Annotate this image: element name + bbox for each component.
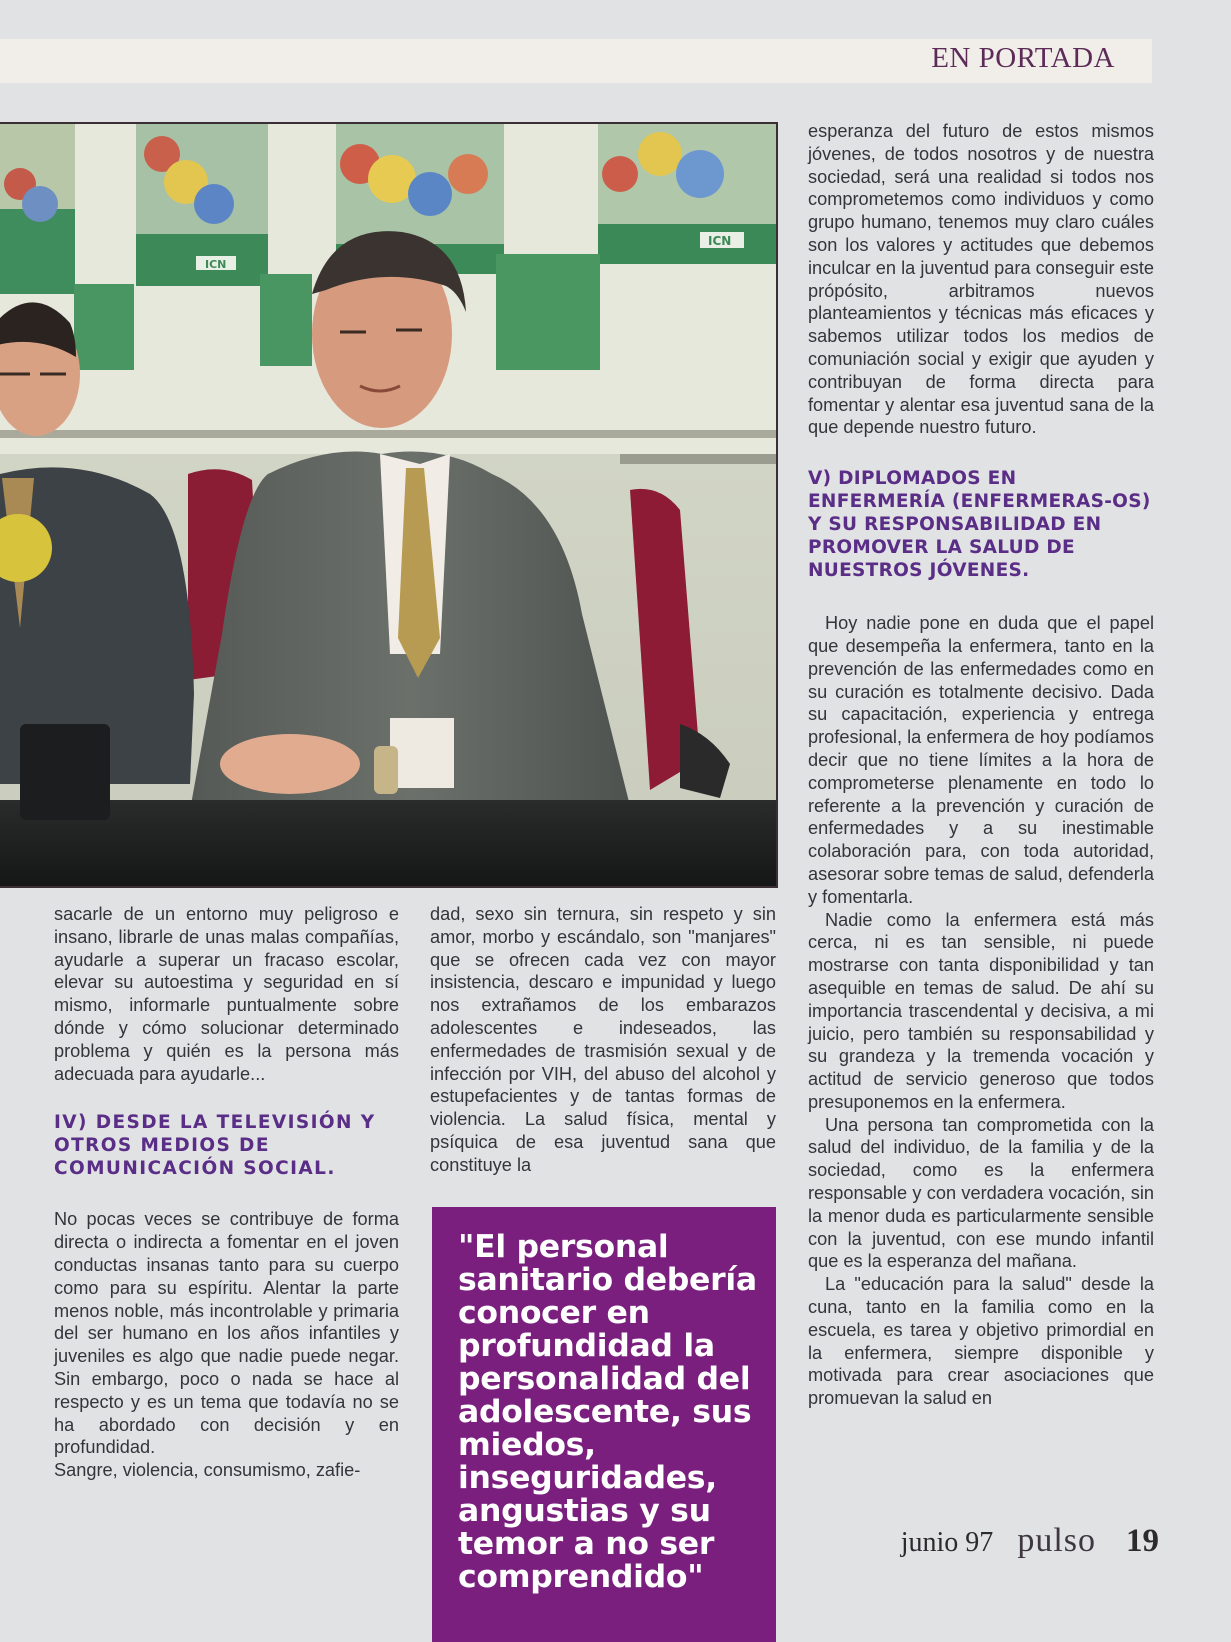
page-footer <box>901 1522 1159 1560</box>
wristwatch <box>374 746 398 794</box>
magazine-name: pulso <box>1017 1522 1096 1559</box>
poster-top-2 <box>136 124 268 286</box>
poster-small-3 <box>496 254 600 370</box>
pull-quote-text: "El personal sanitario debería conocer en profundidad la personalidad del adolescente, sus miedos, inseguridades, angustias y su temor a no ser comprendido" <box>458 1229 757 1595</box>
poster-logo-2: ICN <box>708 234 732 248</box>
paragraph: No pocas veces se contribuye de forma directa o indirecta a fomentar en el joven conductas insanas tanto para su cuerpo como para su espíritu. Alentar la parte menos noble, más incontrolable y primaria del ser humano en los años infantiles y juveniles es algo que nadie puede negar. Sin embargo, poco o nada se hace al respecto y es un tema que todavía no se ha abordado con decisión y en profundidad. <box>54 1209 399 1458</box>
issue-date: junio 97 <box>900 1527 994 1558</box>
paragraph: esperanza del futuro de estos mismos jóvenes, de todos nosotros y de nuestra sociedad, será una realidad si todos nos comprometemos como individuos y como grupo humano, tenemos muy claro cuáles son los valores y actitudes que debemos inculcar en la juventud para conseguir este própósito, arbitramos nuevos planteamientos y técnicas más eficaces y sabemos utilizar todos los medios de comuniación social y exigir que ayuden y contribuyan de forma directa para fomentar y alentar esa juventud sana de la que depende nuestro futuro. <box>808 121 1154 438</box>
column-2 <box>430 903 776 1177</box>
poster-small-1 <box>74 284 134 370</box>
paragraph: Sangre, violencia, consumismo, zafie- <box>54 1460 361 1481</box>
poster-top-4 <box>598 124 776 264</box>
paragraph: dad, sexo sin ternura, sin respeto y sin amor, morbo y escándalo, son "manjares" que se ofrecen cada vez con mayor insistencia, descaro e impunidad y luego nos extrañamos de los embarazos adolescentes e indeseados, las enfermedades de trasmisión sexual y de infección por VIH, del abuso del alcohol y estupefacientes y de tantas formas de violencia. La salud física, mental y psíquica de esa juventud sana que constituye la <box>430 904 776 1175</box>
page-number: 19 <box>1126 1523 1159 1559</box>
paragraph: sacarle de un entorno muy peligroso e insano, librarle de unas malas compañías, ayudarle a superar un fracaso escolar, elevar su autoestima y seguridad en sí mismo, informarle puntualmente sobre dónde y cómo solucionar determinado problema y quién es la persona más adecuada para ayudarle... <box>54 904 399 1084</box>
pull-quote-box <box>432 1207 776 1642</box>
subhead-nursing: V) DIPLOMADOS EN ENFERMERÍA (ENFERMERAS-OS) Y SU RESPONSABILIDAD EN PROMOVER LA SALUD DE NUESTROS JÓVENES. <box>808 468 1151 582</box>
table <box>0 800 776 886</box>
poster-small-2 <box>260 274 312 366</box>
section-title: EN PORTADA <box>931 42 1115 74</box>
paragraph: Nadie como la enfermera está más cerca, ni es tan sensible, ni puede mostrarse con tanta disponibilidad y tan asequible en temas de salud. De ahí su importancia trascendental y decisiva, a mi juicio, pero también su responsabilidad y su grandeza y la tremenda vocación y actitud de servicio generoso que todos presuponemos en la enfermera. <box>808 909 1154 1112</box>
column-3 <box>808 120 1154 1410</box>
press-conference-photo <box>0 122 778 888</box>
photo-illustration <box>0 124 776 886</box>
column-1 <box>54 903 399 1482</box>
recorder <box>20 724 110 820</box>
paragraph: La "educación para la salud" desde la cuna, tanto en la familia como en la escuela, es tarea y objetivo primordial en la enfermera, siempre disponible y motivada para crear asociaciones que promuevan la salud en <box>808 1274 1154 1409</box>
subhead-television: IV) DESDE LA TELEVISIÓN Y OTROS MEDIOS DE COMUNICACIÓN SOCIAL. <box>54 1112 376 1180</box>
paragraph: Una persona tan comprometida con la salud del individuo, de la familia y de la sociedad, como es la enfermera responsable y con verdadera vocación, sin la menor duda es particularmente sensible con la juventud, con ese mundo infantil que es la esperanza del mañana. <box>808 1114 1154 1272</box>
poster-logo: ICN <box>205 258 227 271</box>
poster-top-1 <box>0 124 75 294</box>
paragraph: Hoy nadie pone en duda que el papel que desempeña la enfermera, tanto en la prevención de las enfermedades como en su curación es totalmente decisivo. Dada su capacitación, experiencia y entrega profesional, la enfermera de hoy podíamos decir que no tiene límites a la hora de comprometerse plenamente en todo lo referente a la prevención y curación de enfermedades y a su inestimable colaboración para, con toda autoridad, asesorar sobre temas de salud, defenderla y fomentarla. <box>808 613 1154 907</box>
